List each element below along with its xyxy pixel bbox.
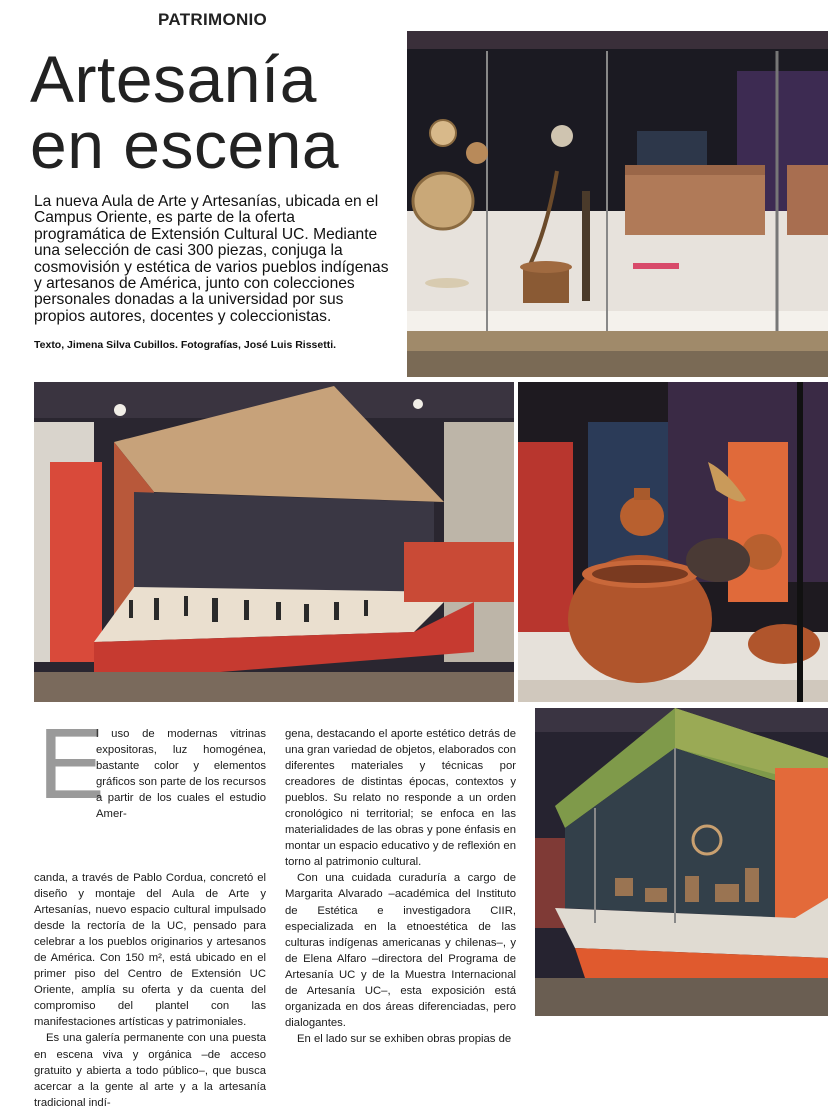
column-2 [285, 726, 516, 1047]
column-1-paragraph-1: canda, a través de Pablo Cordua, concretó el diseño y montaje del Aula de Arte y Artesanías, nuevo espacio cultural impulsado desde la rectoría de la UC, pensado para celebrar a los pueblos originarios y artesanos de América. Con 150 m², está ubicado en el primer piso del Centro de Extensión UC Oriente, amplía su oferta y da cuenta del compromiso del plantel con las manifestaciones artísticas y patrimoniales. [34, 872, 266, 1029]
column-2-paragraph-3: En el lado sur se exhiben obras propias de [297, 1032, 512, 1045]
lead-paragraph: La nueva Aula de Arte y Artesanías, ubicada en el Campus Oriente, es parte de la oferta programática de Extensión Cultural UC. Mediante una selección de casi 300 piezas, conjuga la cosmovisión y estética de varios pueblos indígenas y artesanos de América, junto con colecciones personales donadas a la universidad por sus propios autores, docentes y coleccionistas. [34, 193, 389, 325]
section-label: PATRIMONIO [158, 10, 268, 29]
credits-line: Texto, Jimena Silva Cubillos. Fotografías, José Luis Rissetti. [34, 339, 337, 351]
title-line-1: Artesanía [30, 42, 317, 116]
drop-cap-letter: E [38, 708, 105, 820]
title-line-2: en escena [30, 108, 340, 182]
column-1-beside-drop: l uso de modernas vitrinas expositoras, luz homogénea, bastante color y elementos gráficos son parte de los recursos a partir de los cuales el estudio Amer- [96, 728, 266, 821]
column-1-paragraph-2: Es una galería permanente con una puesta en escena viva y orgánica –de acceso gratuito y abierta a todo público–, que busca acercar a la gente al arte y a la artesanía tradicional indí- [34, 1032, 266, 1109]
photo-colorful-vitrine [535, 708, 828, 1016]
photo-ceramics [518, 382, 828, 702]
column-2-paragraph-2: Con una cuidada curaduría a cargo de Margarita Alvarado –académica del Instituto de Estética e investigadora CIIR, especializada en la etnoestética de las culturas indígenas americanas y chilenas–, y de Elena Alfaro –directora del Programa de Artesanía UC y de la Muestra Internacional de Artesanía UC–, esta exposición está organizada en dos áreas diferenciadas, pero dialogantes. [285, 872, 516, 1029]
drop-cap [38, 708, 105, 820]
column-1-top [96, 726, 266, 822]
article-title [30, 42, 390, 182]
column-1 [34, 870, 266, 1111]
photo-vitrine-artifacts [407, 31, 828, 377]
column-2-paragraph-1: gena, destacando el aporte estético detrás de una gran variedad de objetos, elaborados con diferentes materiales y técnicas por creadores de distintas épocas, contextos y pueblos. Su relato no responde a un orden cronológico ni territorial; se enfoca en las materialidades de las obras y pone énfasis en montar un espacio educativo y de reflexión en torno al patrimonio cultural. [285, 728, 516, 869]
photo-gallery-room [34, 382, 514, 702]
